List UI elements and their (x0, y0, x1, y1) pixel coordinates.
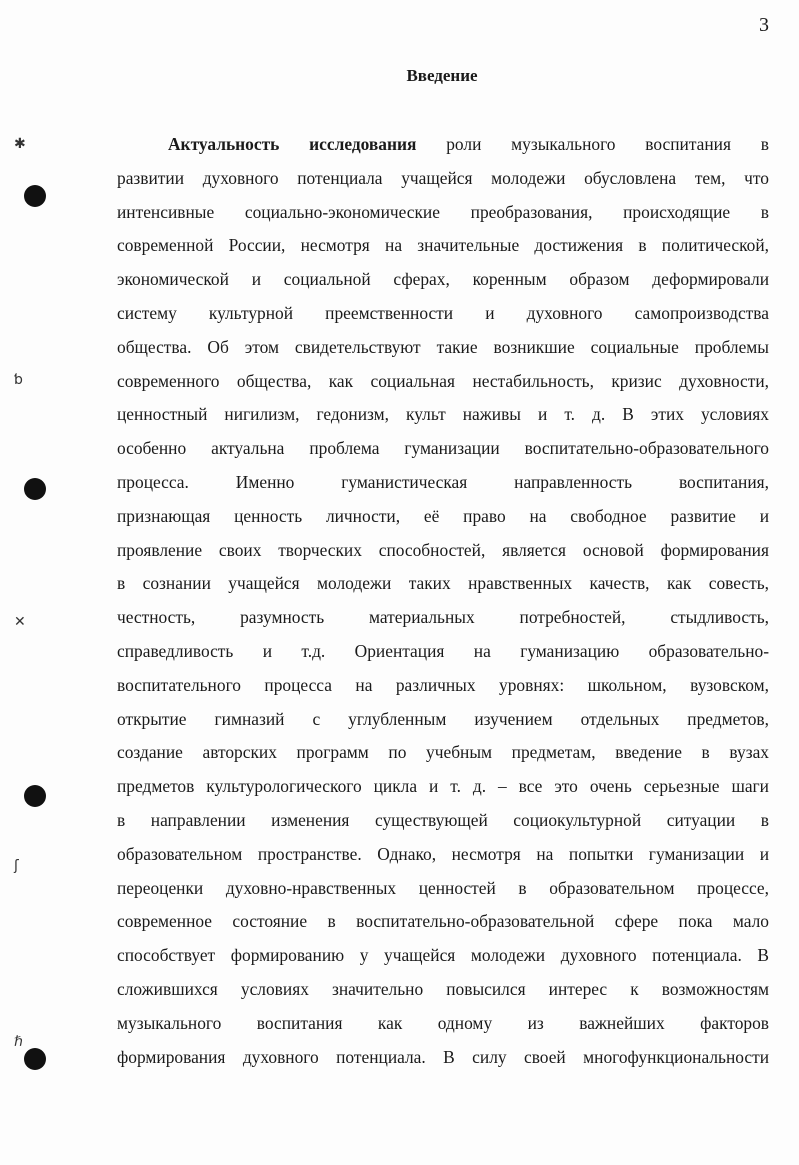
text-line: в направлении изменения существующей социокультурной ситуации в (117, 809, 769, 830)
text-line: воспитательного процесса на различных уровнях: школьном, вузовском, (117, 674, 769, 695)
text-line: музыкального воспитания как одному из важнейших факторов (117, 1012, 769, 1033)
text-line: процесса. Именно гуманистическая направленность воспитания, (117, 471, 769, 492)
text-line: особенно актуальна проблема гуманизации воспитательно-образовательного (117, 438, 769, 459)
text-line: признающая ценность личности, её право на свободное развитие и (117, 505, 769, 526)
text-line: сложившихся условиях значительно повысился интерес к возможностям (117, 978, 769, 999)
body-paragraph (117, 128, 769, 1074)
text-line: честность, разумность материальных потребностей, стыдливость, (117, 607, 769, 628)
punch-hole (24, 785, 46, 807)
text-line: интенсивные социально-экономические преобразования, происходящие в (117, 201, 769, 222)
punch-hole (24, 185, 46, 207)
text-line: современного общества, как социальная нестабильность, кризис духовности, (117, 370, 769, 391)
text-line: способствует формированию у учащейся молодежи духовного потенциала. В (117, 945, 769, 966)
text-line: общества. Об этом свидетельствуют такие возникшие социальные проблемы (117, 336, 769, 357)
margin-mark-icon: ℏ (14, 1034, 23, 1050)
text-line: образовательном пространстве. Однако, несмотря на попытки гуманизации и (117, 843, 769, 864)
lead-phrase: Актуальность исследования (168, 134, 417, 154)
margin-mark-icon: ✕ (14, 614, 26, 630)
text-line (117, 128, 769, 162)
first-line-text: роли музыкального воспитания в (446, 134, 769, 154)
text-line: формирования духовного потенциала. В силу своей многофункциональности (117, 1046, 769, 1067)
text-line: предметов культурологического цикла и т. д. – все это очень серьезные шаги (117, 776, 769, 797)
text-line: создание авторских программ по учебным предметам, введение в вузах (117, 742, 769, 763)
text-line: экономической и социальной сферах, коренным образом деформировали (117, 269, 769, 290)
text-line: переоценки духовно-нравственных ценностей в образовательном процессе, (117, 877, 769, 898)
margin-mark-icon: ƅ (14, 372, 23, 388)
margin-mark-icon: ✱ (14, 136, 26, 152)
text-line: справедливость и т.д. Ориентация на гуманизацию образовательно- (117, 640, 769, 661)
punch-hole (24, 478, 46, 500)
punch-hole (24, 1048, 46, 1070)
text-line: открытие гимназий с углубленным изучением отдельных предметов, (117, 708, 769, 729)
section-heading: Введение (406, 66, 478, 85)
margin-mark-icon: ʃ (14, 858, 19, 874)
page-number: 3 (759, 14, 769, 36)
text-line: современное состояние в воспитательно-образовательной сфере пока мало (117, 911, 769, 932)
text-line: современной России, несмотря на значительные достижения в политической, (117, 235, 769, 256)
text-line: ценностный нигилизм, гедонизм, культ наживы и т. д. В этих условиях (117, 404, 769, 425)
text-line: развитии духовного потенциала учащейся молодежи обусловлена тем, что (117, 167, 769, 188)
text-line: в сознании учащейся молодежи таких нравственных качеств, как совесть, (117, 573, 769, 594)
text-line: проявление своих творческих способностей, является основой формирования (117, 539, 769, 560)
text-line: систему культурной преемственности и духовного самопроизводства (117, 302, 769, 323)
